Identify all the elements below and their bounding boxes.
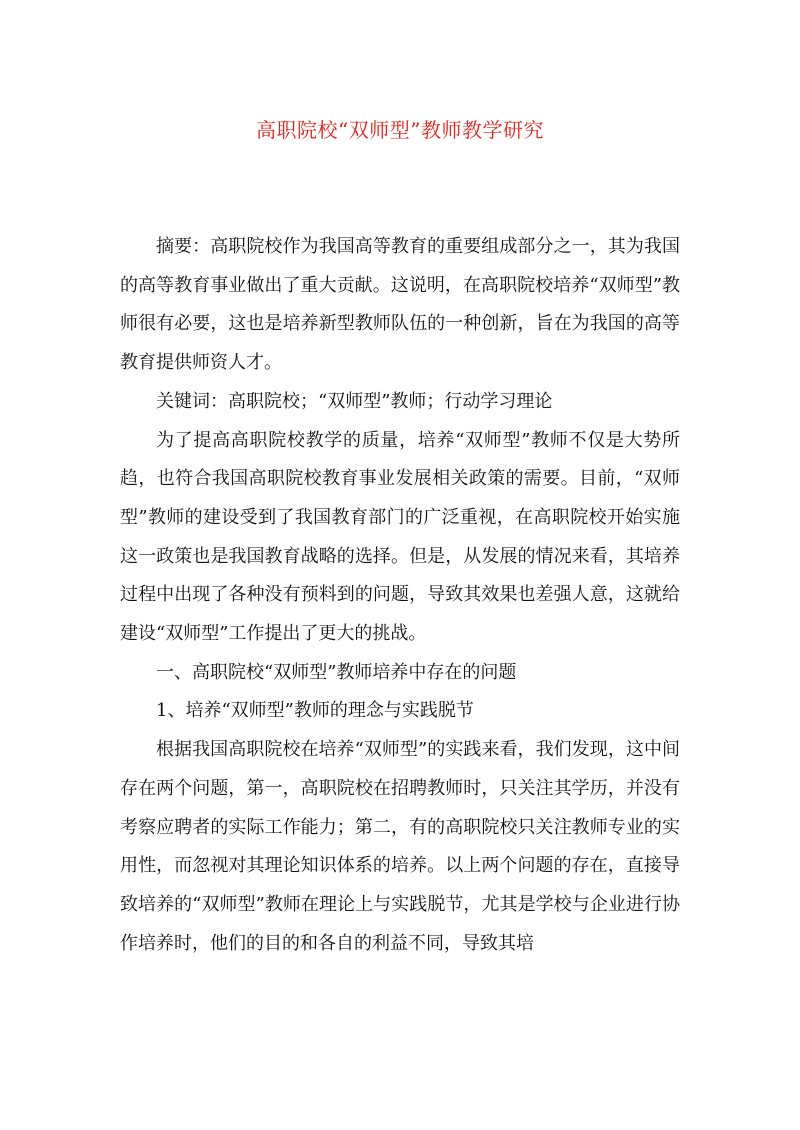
- abstract-paragraph: 摘要：高职院校作为我国高等教育的重要组成部分之一，其为我国的高等教育事业做出了重大贡献。这说明，在高职院校培养“双师型”教师很有必要，这也是培养新型教师队伍的一种创新，旨在为我国的高等教育提供师资人才。: [120, 236, 680, 374]
- intro-paragraph: 为了提高高职院校教学的质量，培养“双师型”教师不仅是大势所趋，也符合我国高职院校教育事业发展相关政策的需要。目前，“双师型”教师的建设受到了我国教育部门的广泛重视，在高职院校开始实施这一政策也是我国教育战略的选择。但是，从发展的情况来看，其培养过程中出现了各种没有预料到的问题，导致其效果也差强人意，这就给建设“双师型”工作提出了更大的挑战。: [120, 429, 680, 645]
- keywords-paragraph: 关键词：高职院校；“双师型”教师；行动学习理论: [156, 390, 553, 412]
- body-paragraph: 根据我国高职院校在培养“双师型”的实践来看，我们发现，这中间存在两个问题，第一，高职院校在招聘教师时，只关注其学历，并没有考察应聘者的实际工作能力；第二，有的高职院校只关注教师专业的实用性，而忽视对其理论知识体系的培养。以上两个问题的存在，直接导致培养的“双师型”教师在理论上与实践脱节，尤其是学校与企业进行协作培养时，他们的目的和各自的利益不同，导致其培: [120, 739, 680, 954]
- section-heading: 一、高职院校“双师型”教师培养中存在的问题: [156, 661, 517, 683]
- subsection-heading: 1、培养“双师型”教师的理念与实践脱节: [156, 700, 474, 722]
- document-body: [120, 228, 680, 963]
- document-title: 高职院校“双师型”教师教学研究: [256, 118, 544, 143]
